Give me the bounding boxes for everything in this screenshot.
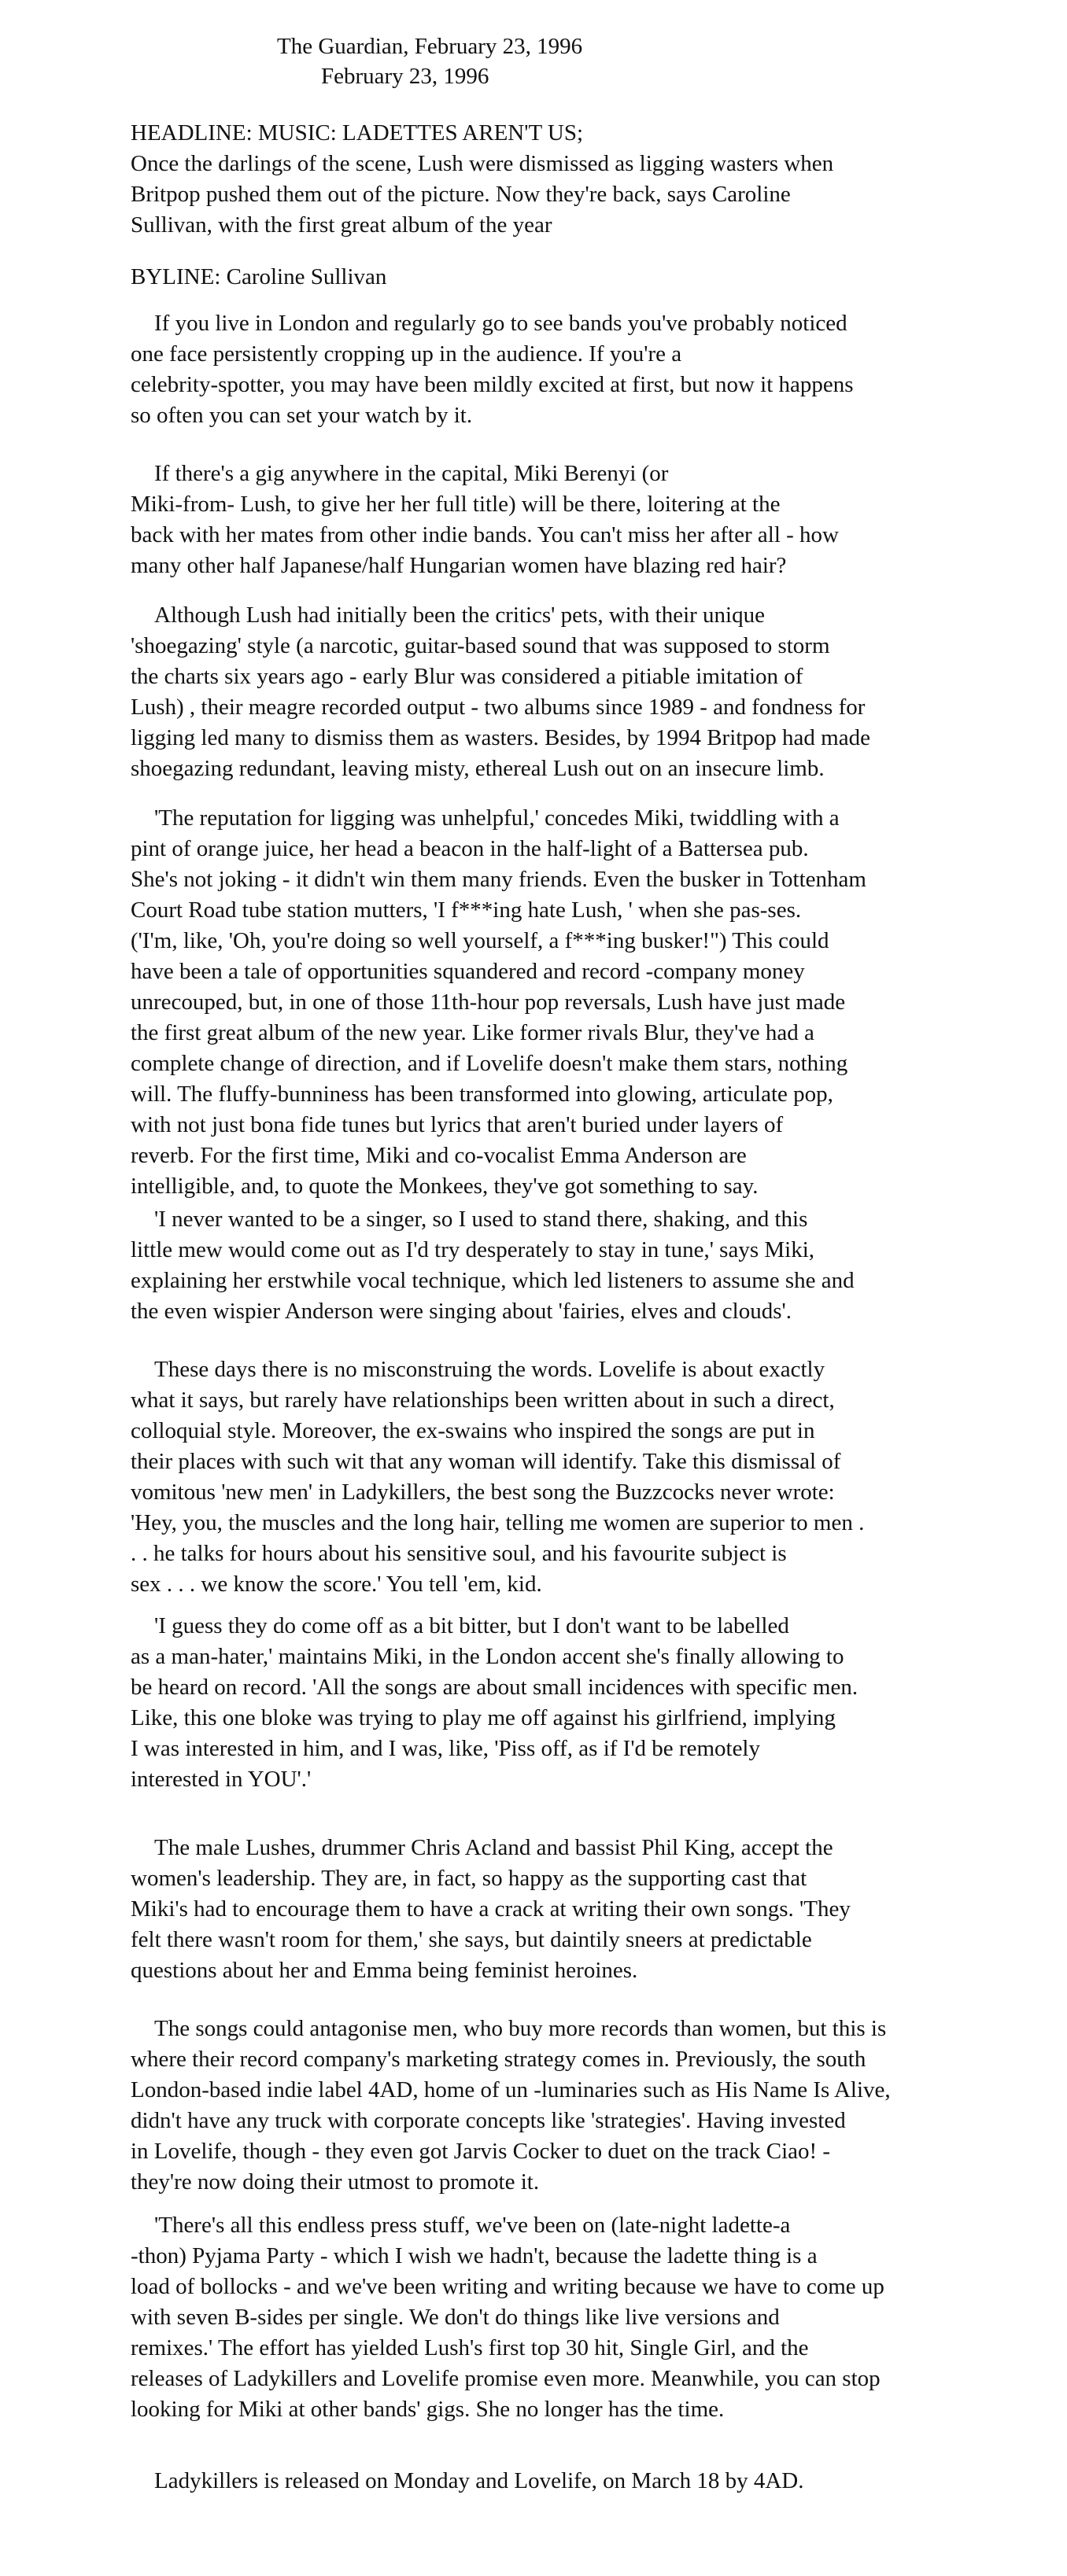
headline-block <box>131 118 1059 241</box>
text-line: shoegazing redundant, leaving misty, ethereal Lush out on an insecure limb. <box>131 756 825 781</box>
text-line: 'The reputation for ligging was unhelpful,' concedes Miki, twiddling with a <box>154 805 840 831</box>
text-line: Like, this one bloke was trying to play me off against his girlfriend, implying <box>131 1705 836 1730</box>
text-line: their places with such wit that any woman will identify. Take this dismissal of <box>131 1449 841 1474</box>
paragraph-1 <box>131 308 1059 431</box>
headline-line: Sullivan, with the first great album of the year <box>131 212 552 238</box>
text-line: -thon) Pyjama Party - which I wish we hadn't, because the ladette thing is a <box>131 2243 818 2268</box>
text-line: questions about her and Emma being feminist heroines. <box>131 1958 638 1983</box>
text-line: little mew would come out as I'd try desperately to stay in tune,' says Miki, <box>131 1237 815 1262</box>
text-line: where their record company's marketing strategy comes in. Previously, the south <box>131 2047 866 2072</box>
text-line: The male Lushes, drummer Chris Acland and bassist Phil King, accept the <box>154 1835 833 1860</box>
byline-text: BYLINE: Caroline Sullivan <box>131 264 387 289</box>
text-line: looking for Miki at other bands' gigs. She no longer has the time. <box>131 2397 725 2422</box>
text-line: as a man-hater,' maintains Miki, in the London accent she's finally allowing to <box>131 1644 844 1669</box>
date-line: February 23, 1996 <box>321 64 489 89</box>
text-line: remixes.' The effort has yielded Lush's first top 30 hit, Single Girl, and the <box>131 2335 809 2360</box>
paragraph-8 <box>131 1833 1059 1986</box>
text-line: be heard on record. 'All the songs are about small incidences with specific men. <box>131 1675 858 1700</box>
paragraph-7 <box>131 1611 1059 1795</box>
text-line: colloquial style. Moreover, the ex-swains who inspired the songs are put in <box>131 1418 815 1443</box>
paragraph-10 <box>131 2210 1059 2425</box>
text-line: the first great album of the new year. Like former rivals Blur, they've had a <box>131 1020 814 1045</box>
paragraph-2 <box>131 459 1059 581</box>
text-line: interested in YOU'.' <box>131 1767 312 1792</box>
paragraph-5 <box>131 1204 1059 1327</box>
text-line: 'I never wanted to be a singer, so I used to stand there, shaking, and this <box>154 1207 808 1232</box>
text-line: releases of Ladykillers and Lovelife promise even more. Meanwhile, you can stop <box>131 2366 881 2391</box>
text-line: one face persistently cropping up in the audience. If you're a <box>131 341 682 367</box>
paragraph-4 <box>131 803 1059 1202</box>
text-line: complete change of direction, and if Lovelife doesn't make them stars, nothing <box>131 1051 848 1076</box>
text-line: . . he talks for hours about his sensitive soul, and his favourite subject is <box>131 1541 787 1566</box>
text-line: The songs could antagonise men, who buy more records than women, but this is <box>154 2016 887 2041</box>
text-line: the even wispier Anderson were singing about 'fairies, elves and clouds'. <box>131 1299 792 1324</box>
text-line: Miki-from- Lush, to give her her full title) will be there, loitering at the <box>131 492 781 517</box>
text-line: Ladykillers is released on Monday and Lovelife, on March 18 by 4AD. <box>154 2468 804 2493</box>
text-line: with not just bona fide tunes but lyrics that aren't buried under layers of <box>131 1112 784 1137</box>
text-line: with seven B-sides per single. We don't do things like live versions and <box>131 2305 780 2330</box>
text-line: reverb. For the first time, Miki and co-vocalist Emma Anderson are <box>131 1143 747 1168</box>
text-line: Court Road tube station mutters, 'I f***ing hate Lush, ' when she pas-ses. <box>131 897 802 923</box>
text-line: felt there wasn't room for them,' she says, but daintily sneers at predictable <box>131 1927 812 1952</box>
text-line: what it says, but rarely have relationships been written about in such a direct, <box>131 1388 835 1413</box>
text-line: Miki's had to encourage them to have a crack at writing their own songs. 'They <box>131 1896 851 1922</box>
headline-label: HEADLINE: MUSIC: LADETTES AREN'T US; <box>131 120 584 146</box>
text-line: ('I'm, like, 'Oh, you're doing so well yourself, a f***ing busker!") This could <box>131 928 829 953</box>
text-line: 'Hey, you, the muscles and the long hair, telling me women are superior to men . <box>131 1510 865 1535</box>
text-line: didn't have any truck with corporate concepts like 'strategies'. Having invested <box>131 2108 846 2133</box>
text-line: I was interested in him, and I was, like, 'Piss off, as if I'd be remotely <box>131 1736 760 1761</box>
text-line: have been a tale of opportunities squandered and record -company money <box>131 959 805 984</box>
text-line: load of bollocks - and we've been writing and writing because we have to come up <box>131 2274 884 2299</box>
text-line: London-based indie label 4AD, home of un -luminaries such as His Name Is Alive, <box>131 2077 891 2102</box>
text-line: sex . . . we know the score.' You tell 'em, kid. <box>131 1572 542 1597</box>
text-line: Lush) , their meagre recorded output - two albums since 1989 - and fondness for <box>131 695 866 720</box>
text-line: celebrity-spotter, you may have been mildly excited at first, but now it happens <box>131 372 854 397</box>
text-line: intelligible, and, to quote the Monkees, they've got something to say. <box>131 1174 759 1199</box>
byline <box>131 262 1059 293</box>
paragraph-3 <box>131 600 1059 784</box>
text-line: in Lovelife, though - they even got Jarvis Cocker to duet on the track Ciao! - <box>131 2139 831 2164</box>
headline-line: Once the darlings of the scene, Lush were dismissed as ligging wasters when <box>131 151 834 176</box>
text-line: many other half Japanese/half Hungarian women have blazing red hair? <box>131 553 787 578</box>
text-line: She's not joking - it didn't win them many friends. Even the busker in Tottenham <box>131 867 866 892</box>
text-line: If you live in London and regularly go to see bands you've probably noticed <box>154 311 847 336</box>
text-line: 'shoegazing' style (a narcotic, guitar-based sound that was supposed to storm <box>131 633 830 658</box>
paragraph-9 <box>131 2014 1059 2198</box>
text-line: explaining her erstwhile vocal technique, which led listeners to assume she and <box>131 1268 855 1293</box>
text-line: so often you can set your watch by it. <box>131 403 473 428</box>
paragraph-11 <box>131 2466 1059 2497</box>
headline-line: Britpop pushed them out of the picture. Now they're back, says Caroline <box>131 182 791 207</box>
paragraph-6 <box>131 1354 1059 1600</box>
text-line: These days there is no misconstruing the words. Lovelife is about exactly <box>154 1357 825 1382</box>
text-line: the charts six years ago - early Blur was considered a pitiable imitation of <box>131 664 803 689</box>
text-line: 'I guess they do come off as a bit bitter, but I don't want to be labelled <box>154 1613 789 1638</box>
text-line: If there's a gig anywhere in the capital, Miki Berenyi (or <box>154 461 669 486</box>
text-line: pint of orange juice, her head a beacon in the half-light of a Battersea pub. <box>131 836 809 861</box>
text-line: they're now doing their utmost to promote it. <box>131 2169 540 2195</box>
source-line: The Guardian, February 23, 1996 <box>277 34 583 59</box>
text-line: 'There's all this endless press stuff, we've been on (late-night ladette-a <box>154 2213 791 2238</box>
text-line: women's leadership. They are, in fact, so happy as the supporting cast that <box>131 1866 807 1891</box>
text-line: vomitous 'new men' in Ladykillers, the best song the Buzzcocks never wrote: <box>131 1480 835 1505</box>
text-line: ligging led many to dismiss them as wasters. Besides, by 1994 Britpop had made <box>131 725 870 750</box>
text-line: unrecouped, but, in one of those 11th-hour pop reversals, Lush have just made <box>131 989 846 1015</box>
text-line: will. The fluffy-bunniness has been transformed into glowing, articulate pop, <box>131 1082 833 1107</box>
text-line: Although Lush had initially been the critics' pets, with their unique <box>154 603 765 628</box>
text-line: back with her mates from other indie bands. You can't miss her after all - how <box>131 522 839 547</box>
